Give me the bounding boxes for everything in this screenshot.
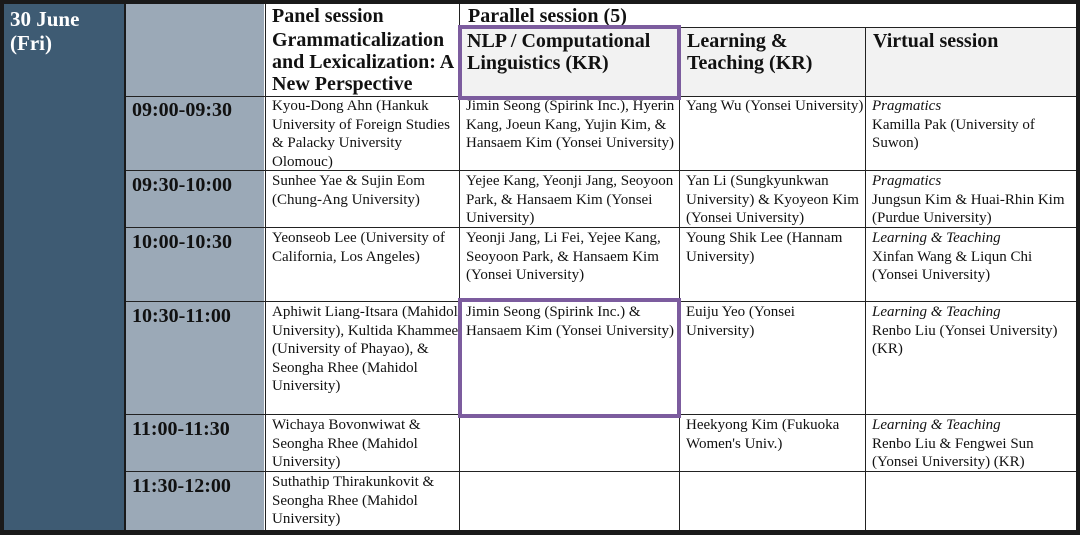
nlp-presenter: Yejee Kang, Yeonji Jang, Seoyoon Park, & Hansaem Kim (Yonsei University) <box>466 173 674 226</box>
time-slot: 11:00-11:30 <box>132 418 230 440</box>
nlp-slot-highlight <box>458 298 681 418</box>
nlp-presenter: Yeonji Jang, Li Fei, Yejee Kang, Seoyoon Park, & Hansaem Kim (Yonsei University) <box>466 230 661 283</box>
nlp-presenter: Jimin Seong (Spirink Inc.), Hyerin Kang, Joeun Kang, Yujin Kim, & Hansaem Kim (Yonsei University) <box>466 98 675 151</box>
virtual-names: Renbo Liu & Fengwei Sun (Yonsei University) (KR) <box>872 435 1034 470</box>
grid-line <box>865 27 866 530</box>
virtual-topic: Learning & Teaching <box>872 230 1001 246</box>
grid-line <box>124 4 126 530</box>
parallel-session-label: Parallel session (5) <box>468 5 627 27</box>
time-slot: 11:30-12:00 <box>132 475 231 497</box>
learning-presenter <box>680 472 865 530</box>
virtual-presenter <box>866 472 1076 530</box>
learning-presenter: Euiju Yeo (Yonsei University) <box>686 304 795 339</box>
virtual-topic: Pragmatics <box>872 98 942 114</box>
panel-presenter: Wichaya Bovonwiwat & Seongha Rhee (Mahidol University) <box>272 417 421 470</box>
nlp-presenter: Jimin Seong (Spirink Inc.) & Hansaem Kim (Yonsei University) <box>466 304 675 339</box>
nlp-presenter <box>460 472 679 530</box>
nlp-header-highlight <box>458 25 681 100</box>
virtual-presenter <box>866 415 1076 471</box>
nlp-presenter <box>460 415 679 471</box>
date-column <box>4 4 124 530</box>
virtual-topic: Learning & Teaching <box>872 417 1001 433</box>
virtual-names: Kamilla Pak (University of Suwon) <box>872 116 1035 151</box>
panel-presenter: Kyou-Dong Ahn (Hankuk University of Foreign Studies & Palacky University Olomouc) <box>272 98 450 170</box>
virtual-presenter <box>866 228 1076 301</box>
panel-presenter: Suthathip Thirakunkovit & Seongha Rhee (Mahidol University) <box>272 474 435 527</box>
virtual-header: Virtual session <box>866 27 1076 96</box>
grid-line <box>679 27 680 530</box>
learning-presenter: Young Shik Lee (Hannam University) <box>686 230 843 265</box>
learning-presenter: Yang Wu (Yonsei University) <box>686 98 864 114</box>
time-slot: 10:00-10:30 <box>132 231 232 253</box>
grid-line <box>126 227 1076 228</box>
session-date: 30 June (Fri) <box>10 7 80 55</box>
virtual-presenter <box>866 96 1076 170</box>
schedule-table <box>4 4 1076 530</box>
learning-header: Learning & Teaching (KR) <box>680 27 865 96</box>
virtual-presenter <box>866 171 1076 227</box>
grid-line <box>265 4 266 530</box>
virtual-names: Jungsun Kim & Huai-Rhin Kim (Purdue University) <box>872 191 1065 226</box>
time-slot: 10:30-11:00 <box>132 305 231 327</box>
virtual-topic: Learning & Teaching <box>872 304 1001 320</box>
virtual-presenter <box>866 302 1076 414</box>
panel-session-title: Grammaticalization and Lexicalization: A New Perspective <box>272 29 454 95</box>
panel-presenter: Sunhee Yae & Sujin Eom (Chung-Ang University) <box>272 173 425 208</box>
time-slot: 09:00-09:30 <box>132 99 232 121</box>
time-slot: 09:30-10:00 <box>132 174 232 196</box>
virtual-names: Xinfan Wang & Liqun Chi (Yonsei University) <box>872 248 1033 283</box>
virtual-names: Renbo Liu (Yonsei University) (KR) <box>872 322 1058 357</box>
virtual-topic: Pragmatics <box>872 173 942 189</box>
panel-presenter: Yeonseob Lee (University of California, Los Angeles) <box>272 230 446 265</box>
grid-line <box>126 471 1076 472</box>
panel-presenter: Aphiwit Liang-Itsara (Mahidol University), Kultida Khammee (University of Phayao), & Seongha Rhee (Mahidol University) <box>272 304 459 394</box>
grid-line <box>126 170 1076 171</box>
panel-session-label: Panel session <box>272 5 384 27</box>
learning-presenter: Yan Li (Sungkyunkwan University) & Kyoyeon Kim (Yonsei University) <box>686 173 859 226</box>
learning-presenter: Heekyong Kim (Fukuoka Women's Univ.) <box>686 417 840 452</box>
nlp-header: NLP / Computational Linguistics (KR) <box>459 27 679 96</box>
